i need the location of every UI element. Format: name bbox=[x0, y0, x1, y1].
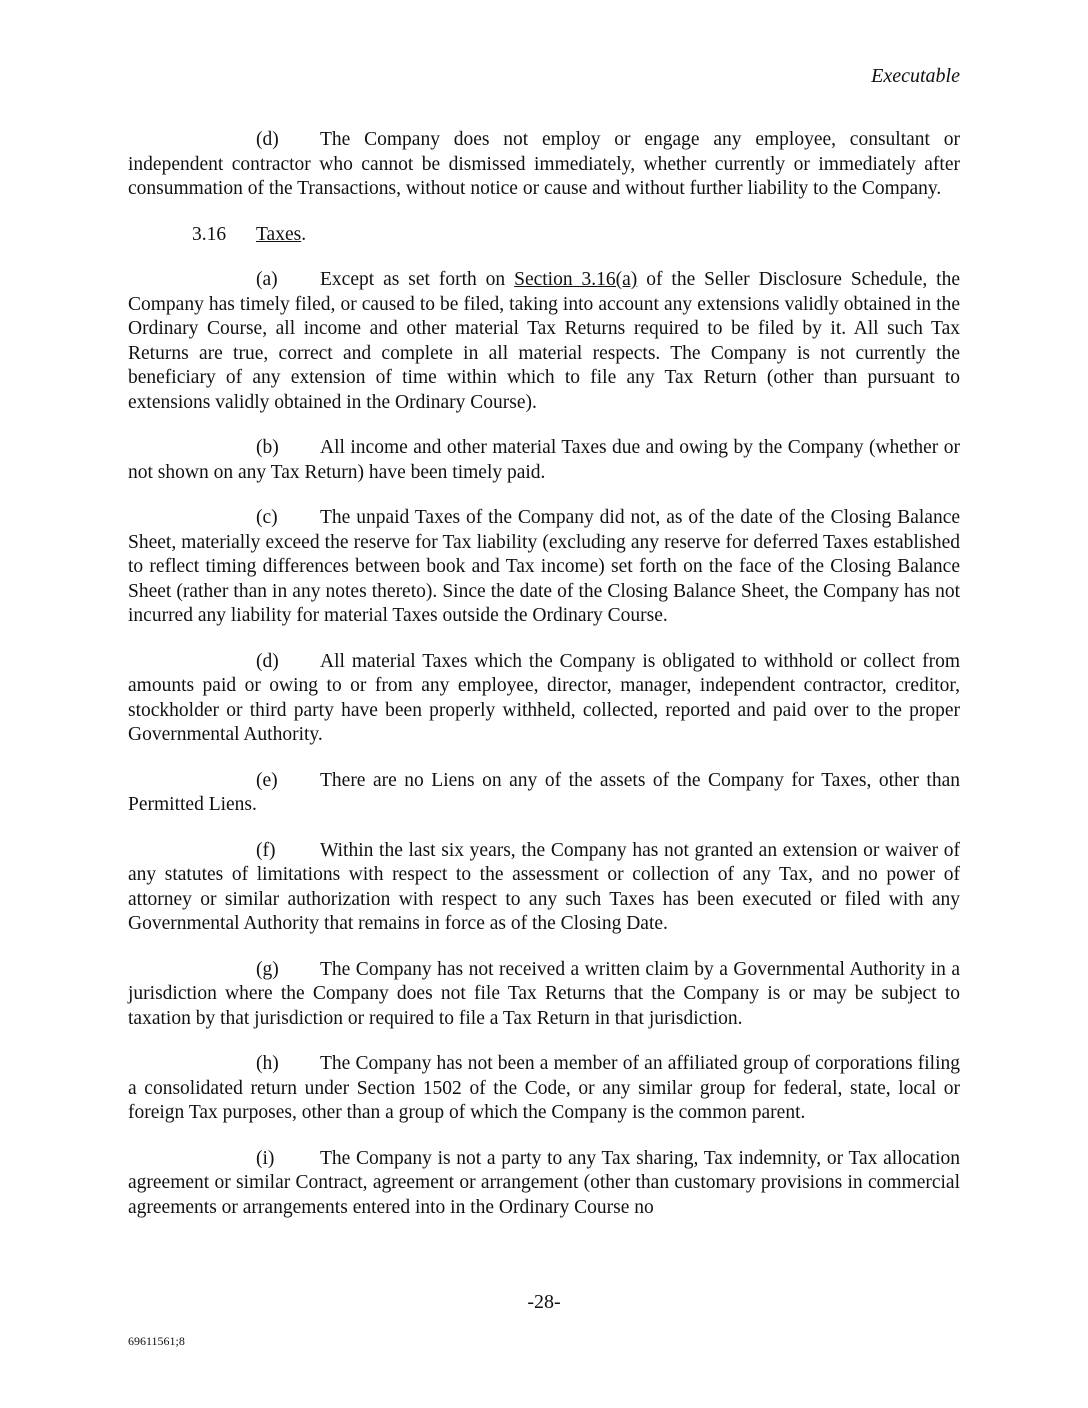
paragraph-text-before: Except as set forth on bbox=[320, 269, 515, 290]
paragraph-label: (d) bbox=[256, 650, 279, 672]
paragraph-label: (g) bbox=[256, 958, 279, 980]
paragraph-label: (e) bbox=[256, 769, 278, 791]
section-title: Taxes bbox=[256, 223, 302, 245]
paragraph-text: The Company has not received a written claim by a Governmental Authority in a jurisdiction where the Company does not file Tax Returns that the Company is or may be subject to taxation by that jurisdiction or required to file a Tax Return in that jurisdiction. bbox=[128, 958, 960, 1029]
paragraph-b bbox=[128, 436, 960, 485]
paragraph-text: All income and other material Taxes due and owing by the Company (whether or not shown on any Tax Return) have been timely paid. bbox=[128, 437, 960, 483]
document-id: 69611561;8 bbox=[128, 1334, 185, 1348]
paragraph-h bbox=[128, 1052, 960, 1126]
paragraph-label: (h) bbox=[256, 1053, 279, 1074]
section-heading bbox=[192, 223, 960, 248]
paragraph-label: (d) bbox=[256, 129, 279, 150]
paragraph-c bbox=[128, 506, 960, 629]
paragraph-d bbox=[128, 650, 960, 748]
paragraph-a bbox=[128, 268, 960, 415]
section-reference: Section 3.16(a) bbox=[514, 269, 638, 290]
paragraph-text: All material Taxes which the Company is obligated to withhold or collect from amounts paid or owing to or from any employee, director, manager, independent contractor, creditor, stockholder or third party have been properly withheld, collected, reported and paid over to the proper Governmental Authority. bbox=[128, 650, 960, 745]
paragraph-label: (a) bbox=[256, 269, 278, 290]
paragraph-d-employment bbox=[128, 128, 960, 202]
paragraph-text: The Company does not employ or engage any employee, consultant or independent contractor who cannot be dismissed immediately, whether currently or immediately after consummation of the Transactions, without notice or cause and without further liability to the Company. bbox=[128, 129, 960, 199]
paragraph-label: (b) bbox=[256, 437, 279, 458]
paragraph-text: The Company has not been a member of an affiliated group of corporations filing a consolidated return under Section 1502 of the Code, or any similar group for federal, state, local or foreign Tax purposes, other than a group of which the Company is the common parent. bbox=[128, 1053, 960, 1123]
paragraph-label: (c) bbox=[256, 507, 278, 528]
paragraph-text-after: of the Seller Disclosure Schedule, the Company has timely filed, or caused to be filed, taking into account any extensions validly obtained in the Ordinary Course, all income and other material Tax Returns required to be filed by it. All such Tax Returns are true, correct and complete in all material respects. The Company is not currently the beneficiary of any extension of time within which to file any Tax Return (other than pursuant to extensions validly obtained in the Ordinary Course). bbox=[128, 269, 960, 413]
paragraph-label: (f) bbox=[256, 839, 276, 861]
paragraph-e bbox=[128, 769, 960, 818]
paragraph-text: There are no Liens on any of the assets of the Company for Taxes, other than Permitted Liens. bbox=[128, 769, 960, 815]
section-number: 3.16 bbox=[192, 223, 227, 245]
paragraph-f bbox=[128, 839, 960, 937]
document-body bbox=[128, 128, 960, 1241]
paragraph-text: Within the last six years, the Company has not granted an extension or waiver of any statutes of limitations with respect to the assessment or collection of any Tax, and no power of attorney or similar authorization with respect to any such Taxes has been executed or filed with any Governmental Authority that remains in force as of the Closing Date. bbox=[128, 839, 960, 934]
header-label: Executable bbox=[871, 65, 960, 87]
section-title-suffix: . bbox=[301, 223, 307, 245]
paragraph-i bbox=[128, 1147, 960, 1221]
paragraph-label: (i) bbox=[256, 1147, 275, 1169]
paragraph-text: The unpaid Taxes of the Company did not, as of the date of the Closing Balance Sheet, materially exceed the reserve for Tax liability (excluding any reserve for deferred Taxes established to reflect timing differences between book and Tax income) set forth on the face of the Closing Balance Sheet (rather than in any notes thereto). Since the date of the Closing Balance Sheet, the Company has not incurred any liability for material Taxes outside the Ordinary Course. bbox=[128, 507, 960, 626]
paragraph-text: The Company is not a party to any Tax sharing, Tax indemnity, or Tax allocation agreement or similar Contract, agreement or arrangement (other than customary provisions in commercial agreements or arrangements entered into in the Ordinary Course no bbox=[128, 1147, 960, 1218]
page-number: -28- bbox=[527, 1291, 561, 1313]
paragraph-g bbox=[128, 958, 960, 1032]
